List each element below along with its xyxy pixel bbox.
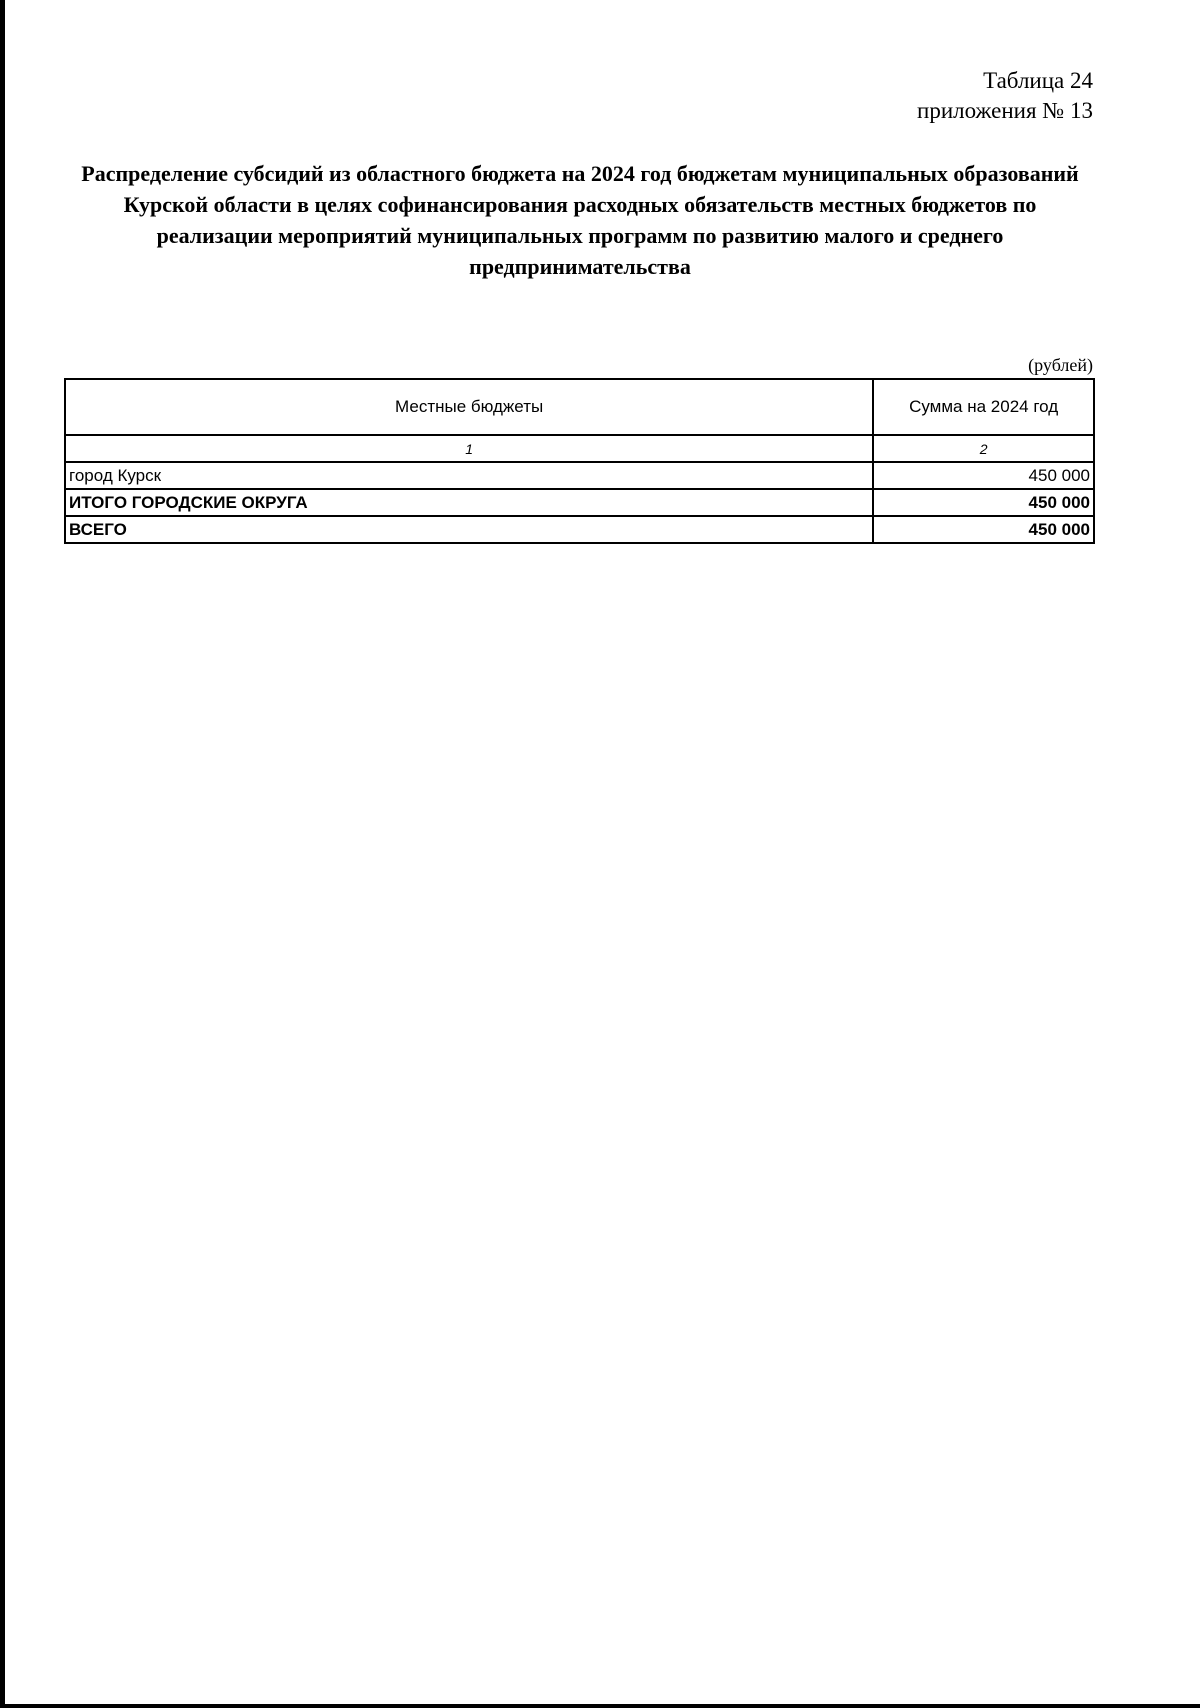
column-number-2: 2: [873, 435, 1094, 462]
column-number-row: [65, 435, 1094, 462]
row-name: ВСЕГО: [65, 516, 873, 543]
table-row: [65, 462, 1094, 489]
table-header-row: [65, 379, 1094, 435]
column-number-1: 1: [65, 435, 873, 462]
document-title: Распределение субсидий из областного бюджета на 2024 год бюджетам муниципальных образований Курской области в целях софинансирования расходных обязательств местных бюджетов по реализации мероприятий муниципальных программ по развитию малого и среднего предпринимательства: [81, 161, 1079, 279]
row-name: ИТОГО ГОРОДСКИЕ ОКРУГА: [65, 489, 873, 516]
column-header-budgets: Местные бюджеты: [65, 379, 873, 435]
column-header-amount: Сумма на 2024 год: [873, 379, 1094, 435]
row-amount: 450 000: [873, 516, 1094, 543]
scan-border-bottom: [0, 1704, 1200, 1708]
row-amount: 450 000: [873, 489, 1094, 516]
table-row-total: [65, 516, 1094, 543]
appendix-label: приложения № 13: [917, 98, 1093, 123]
units-label: (рублей): [1028, 355, 1093, 375]
scan-border-left: [0, 0, 5, 1708]
table-row-subtotal: [65, 489, 1094, 516]
table-reference: [917, 66, 1093, 126]
budget-table: [64, 378, 1095, 544]
row-name: город Курск: [65, 462, 873, 489]
row-amount: 450 000: [873, 462, 1094, 489]
table-label: Таблица 24: [983, 68, 1093, 93]
